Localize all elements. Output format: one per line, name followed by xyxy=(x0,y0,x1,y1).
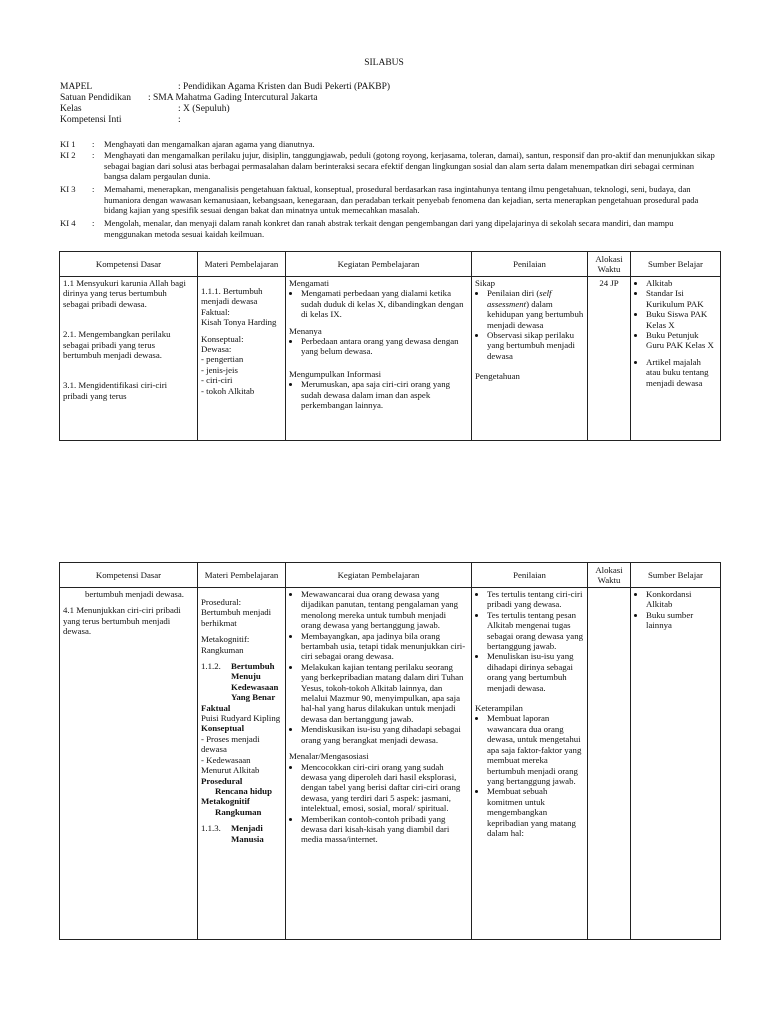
sumber-cell xyxy=(631,588,721,940)
alokasi-cell xyxy=(588,277,631,441)
meta-satuan xyxy=(60,93,318,104)
kd-item: 2.1. Mengembangkan perilaku sebagai pribadi yang terus bertumbuh menjadi dewasa. xyxy=(63,329,171,361)
metakognitif-label: Metakognitif: xyxy=(201,634,250,645)
sumber-item: • Standar Isi Kurikulum PAK xyxy=(646,288,717,309)
ki-text: Menghayati dan mengamalkan ajaran agama yang dianutnya. xyxy=(104,139,315,149)
kegiatan-heading: Menanya xyxy=(289,325,322,336)
penilaian-item: • Penilaian diri (self assessment) dalam kehidupan yang bertumbuh menjadi dewasa xyxy=(487,288,584,330)
sumber-cell xyxy=(631,277,721,441)
kegiatan-item: • Mengamati perbedaan yang dialami ketika sudah duduk di kelas X, dibandingkan dengan di kelas IX. xyxy=(301,288,468,319)
col-header: Kompetensi Dasar xyxy=(60,563,198,588)
konseptual-item: - Proses menjadi dewasa xyxy=(201,733,260,755)
penilaian-heading: Pengetahuan xyxy=(475,371,520,382)
col-header: Alokasi Waktu xyxy=(588,563,631,588)
faktual-label: Faktual xyxy=(201,702,231,713)
ki-text: Menghayati dan mengamalkan perilaku jujur, disiplin, tanggungjawab, peduli (gotong royong, kerjasama, toleran, damai), santun, responsif dan pro-aktif dan menunjukkan sikap sebagai bagian dari solusi atas berbagai permasalahan dalam berinteraksi secara efektif dengan lingkungan sosial dan alam serta dalam menempatkan diri sebagai cerminan bangsa dalam pergaulan dunia. xyxy=(104,150,715,181)
meta-label: Kompetensi Inti xyxy=(60,115,122,125)
meta-label: Satuan Pendidikan xyxy=(60,93,131,103)
kegiatan-item: • Mendiskusikan isu-isu yang dihadapi sebagai orang yang berangkat menjadi dewasa. xyxy=(301,724,468,745)
kegiatan-item: • Memberikan contoh-contoh pribadi yang dewasa dari kisah-kisah yang diambil dari media massa/internet. xyxy=(301,814,468,845)
ki-row: KI 1 : Menghayati dan mengamalkan ajaran agama yang dianutnya. xyxy=(60,139,715,150)
kegiatan-heading: Menalar/Mengasosiasi xyxy=(289,751,369,762)
col-header: Kegiatan Pembelajaran xyxy=(286,252,472,277)
meta-mapel xyxy=(60,82,390,93)
kegiatan-heading: Mengumpulkan Informasi xyxy=(289,368,382,379)
penilaian-cell xyxy=(472,277,588,441)
konseptual-label: Konseptual: xyxy=(201,333,244,344)
kd-item: bertumbuh menjadi dewasa. xyxy=(85,589,184,599)
sumber-item: • Artikel majalah atau buku tentang menjadi dewasa xyxy=(646,357,717,388)
faktual-value: Puisi Rudyard Kipling xyxy=(201,713,281,724)
konseptual-item: - ciri-ciri xyxy=(201,375,233,386)
ki-code: KI 3 xyxy=(60,184,76,194)
kd-item: 1.1 Mensyukuri karunia Allah bagi dirinya yang terus bertumbuh sebagai pribadi dewasa. xyxy=(63,278,186,309)
sumber-item: • Buku Petunjuk Guru PAK Kelas X xyxy=(646,330,717,351)
ki-text: Mengolah, menalar, dan menyaji dalam ranah konkret dan ranah abstrak terkait dengan pengembangan dari yang dipelajarinya di sekolah secara mandiri, dan mampu menggunakan metoda sesuai kaidah keilmuan. xyxy=(104,218,674,239)
ki-code: KI 4 xyxy=(60,218,76,228)
kegiatan-cell xyxy=(286,588,472,940)
prosedural-value: Bertumbuh menjadi berhikmat xyxy=(201,607,272,628)
col-header: Sumber Belajar xyxy=(631,563,721,588)
materi-cell xyxy=(198,588,286,940)
penilaian-item: • Membuat sebuah komitmen untuk mengembangkan kepribadian yang matang dalam hal: xyxy=(487,786,584,838)
konseptual-item: - tokoh Alkitab xyxy=(201,385,255,396)
syllabus-table-2 xyxy=(59,562,721,940)
konseptual-item: - jenis-jeis xyxy=(201,364,238,375)
ki-row: KI 2 : Menghayati dan mengamalkan perilaku jujur, disiplin, tanggungjawab, peduli (gotong royong, kerjasama, toleran, damai), santun, responsif dan pro-aktif dan menunjukkan sikap sebagai bagian dari solusi atas berbagai permasalahan dalam berinteraksi secara efektif dengan lingkungan sosial dan alam serta dalam menempatkan diri sebagai cerminan bangsa dalam pergaulan dunia. xyxy=(60,150,715,181)
penilaian-item: • Tes tertulis tentang ciri-ciri pribadi yang dewasa. xyxy=(487,589,584,610)
faktual-label: Faktual: xyxy=(201,306,230,317)
konseptual-label: Konseptual xyxy=(201,723,245,734)
metakognitif-label: Metakognitif xyxy=(201,796,250,807)
col-header: Sumber Belajar xyxy=(631,252,721,277)
penilaian-item: • Tes tertulis tentang pesan Alkitab mengenai tugas sebagai orang dewasa yang bertanggung jawab. xyxy=(487,610,584,652)
ki-row: KI 3 : Memahami, menerapkan, menganalisis pengetahuan faktual, konseptual, prosedural berdasarkan rasa ingintahunya tentang ilmu pengetahuan, teknologi, seni, budaya, dan humaniora dengan wawasan kemanusiaan, kebangsaan, kenegaraan, dan peradaban terkait penyebab fenomena dan kejadian, serta menerapkan pengetahuan prosedural pada bidang kajian yang spesifik sesuai dengan bakat dan minatnya untuk memecahkan masalah. xyxy=(60,184,715,217)
sumber-item: • Konkordansi Alkitab xyxy=(646,589,717,610)
konseptual-item: - Kedewasaan Menurut Alkitab xyxy=(201,754,260,776)
ki-row: KI 4 : Mengolah, menalar, dan menyaji dalam ranah konkret dan ranah abstrak terkait dengan pengembangan dari yang dipelajarinya di sekolah secara mandiri, dan mampu menggunakan metoda sesuai kaidah keilmuan. xyxy=(60,218,715,240)
ki-text: Memahami, menerapkan, menganalisis pengetahuan faktual, konseptual, prosedural berdasarkan rasa ingintahunya tentang ilmu pengetahuan, teknologi, seni, budaya, dan humaniora dengan wawasan kemanusiaan, kebangsaan, kenegaraan, dan peradaban terkait penyebab fenomena dan kejadian, serta menerapkan pengetahuan prosedural pada bidang kajian yang spesifik sesuai dengan bakat dan minatnya untuk memecahkan masalah. xyxy=(104,184,699,215)
materi-cell xyxy=(198,277,286,441)
meta-ki xyxy=(60,115,181,126)
materi-item-2: 1.1.2. Bertumbuh Menuju Kedewasaan Yang Benar xyxy=(201,661,279,703)
kegiatan-heading: Mengamati xyxy=(289,278,330,288)
meta-value: : xyxy=(178,115,181,125)
materi-item: 1.1.1. Bertumbuh menjadi dewasa xyxy=(201,286,263,307)
kegiatan-item: • Melakukan kajian tentang perilaku seorang yang berkepribadian matang dalam diri Tuhan Yesus, tokoh-tokoh Alkitab lainnya, dan melalui Mazmur 90, menyimpulkan, apa saja hal-hal yang harus dilakukan untuk menjadi dewasa dan bertanggung jawab. xyxy=(301,662,468,724)
sumber-item: • Alkitab xyxy=(646,278,717,288)
metakognitif-value: Rangkuman xyxy=(215,806,262,817)
table-header-row xyxy=(60,252,721,277)
faktual-value: Kisah Tonya Harding xyxy=(201,317,277,328)
ki-code: KI 1 xyxy=(60,139,76,149)
kegiatan-item: • Mewawancarai dua orang dewasa yang dijadikan panutan, tentang pengalaman yang menolong mereka untuk tumbuh menjadi orang dewasa yang bertanggung jawab. xyxy=(301,589,468,631)
kegiatan-item: • Perbedaan antara orang yang dewasa dengan yang belum dewasa. xyxy=(301,336,468,357)
sumber-item: • Buku Siswa PAK Kelas X xyxy=(646,309,717,330)
konseptual-head: Dewasa: xyxy=(201,344,232,355)
kd-item: 3.1. Mengidentifikasi ciri-ciri pribadi yang terus xyxy=(63,380,168,401)
prosedural-label: Prosedural xyxy=(201,775,243,786)
alokasi-cell xyxy=(588,588,631,940)
meta-label: MAPEL xyxy=(60,82,93,92)
sumber-item: • Buku sumber lainnya xyxy=(646,610,717,631)
kegiatan-cell xyxy=(286,277,472,441)
penilaian-heading: Sikap xyxy=(475,278,496,288)
meta-value: : SMA Mahatma Gading Intercutural Jakarta xyxy=(148,93,318,103)
kd-cell xyxy=(60,588,198,940)
penilaian-cell xyxy=(472,588,588,940)
meta-kelas xyxy=(60,104,230,115)
col-header: Penilaian xyxy=(472,252,588,277)
col-header: Kegiatan Pembelajaran xyxy=(286,563,472,588)
page-title: SILABUS xyxy=(364,58,404,68)
col-header: Materi Pembelajaran xyxy=(198,252,286,277)
penilaian-item: • Observasi sikap perilaku yang bertumbuh menjadi dewasa xyxy=(487,330,584,361)
syllabus-table-1 xyxy=(59,251,721,441)
kegiatan-item: • Mencocokkan ciri-ciri orang yang sudah dewasa yang diperoleh dari hasil eksplorasi, dengan tabel yang berisi daftar ciri-ciri orang dewasa, yang terdiri dari 5 aspek: jasmani, intelektual, emosi, sosial, moral/ spiritual. xyxy=(301,762,468,814)
meta-label: Kelas xyxy=(60,104,82,114)
konseptual-item: - pengertian xyxy=(201,354,244,365)
kd-cell xyxy=(60,277,198,441)
col-header: Materi Pembelajaran xyxy=(198,563,286,588)
penilaian-heading: Keterampilan xyxy=(475,703,523,714)
kd-item: 4.1 Menunjukkan ciri-ciri pribadi yang terus bertumbuh menjadi dewasa. xyxy=(63,605,181,637)
prosedural-value: Rencana hidup xyxy=(215,785,272,796)
penilaian-item: • Menuliskan isu-isu yang dihadapi dirinya sebagai orang yang bertumbuh menjadi dewasa. xyxy=(487,651,584,693)
prosedural-label: Prosedural: xyxy=(201,597,242,607)
table-header-row xyxy=(60,563,721,588)
alokasi-value: 24 JP xyxy=(599,278,619,288)
table-row xyxy=(60,277,721,441)
penilaian-item: • Membuat laporan wawancara dua orang dewasa, untuk mengetahui apa saja faktor-faktor yang membuat mereka bertumbuh menjadi orang yang bertanggung jawab. xyxy=(487,713,584,786)
col-header: Alokasi Waktu xyxy=(588,252,631,277)
col-header: Penilaian xyxy=(472,563,588,588)
meta-value: : X (Sepuluh) xyxy=(178,104,230,114)
materi-item-3: 1.1.3. Menjadi Manusia xyxy=(201,823,264,844)
kegiatan-item: • Membayangkan, apa jadinya bila orang bertambah usia, tetapi tidak menunjukkan ciri-ciri sebagai orang dewasa. xyxy=(301,631,468,662)
ki-code: KI 2 xyxy=(60,150,76,160)
kegiatan-item: • Merumuskan, apa saja ciri-ciri orang yang sudah dewasa dalam iman dan aspek perkembangan lainnya. xyxy=(301,379,468,410)
meta-value: : Pendidikan Agama Kristen dan Budi Pekerti (PAKBP) xyxy=(178,82,391,92)
metakognitif-value: Rangkuman xyxy=(201,644,244,655)
table-row xyxy=(60,588,721,940)
col-header: Kompetensi Dasar xyxy=(60,252,198,277)
